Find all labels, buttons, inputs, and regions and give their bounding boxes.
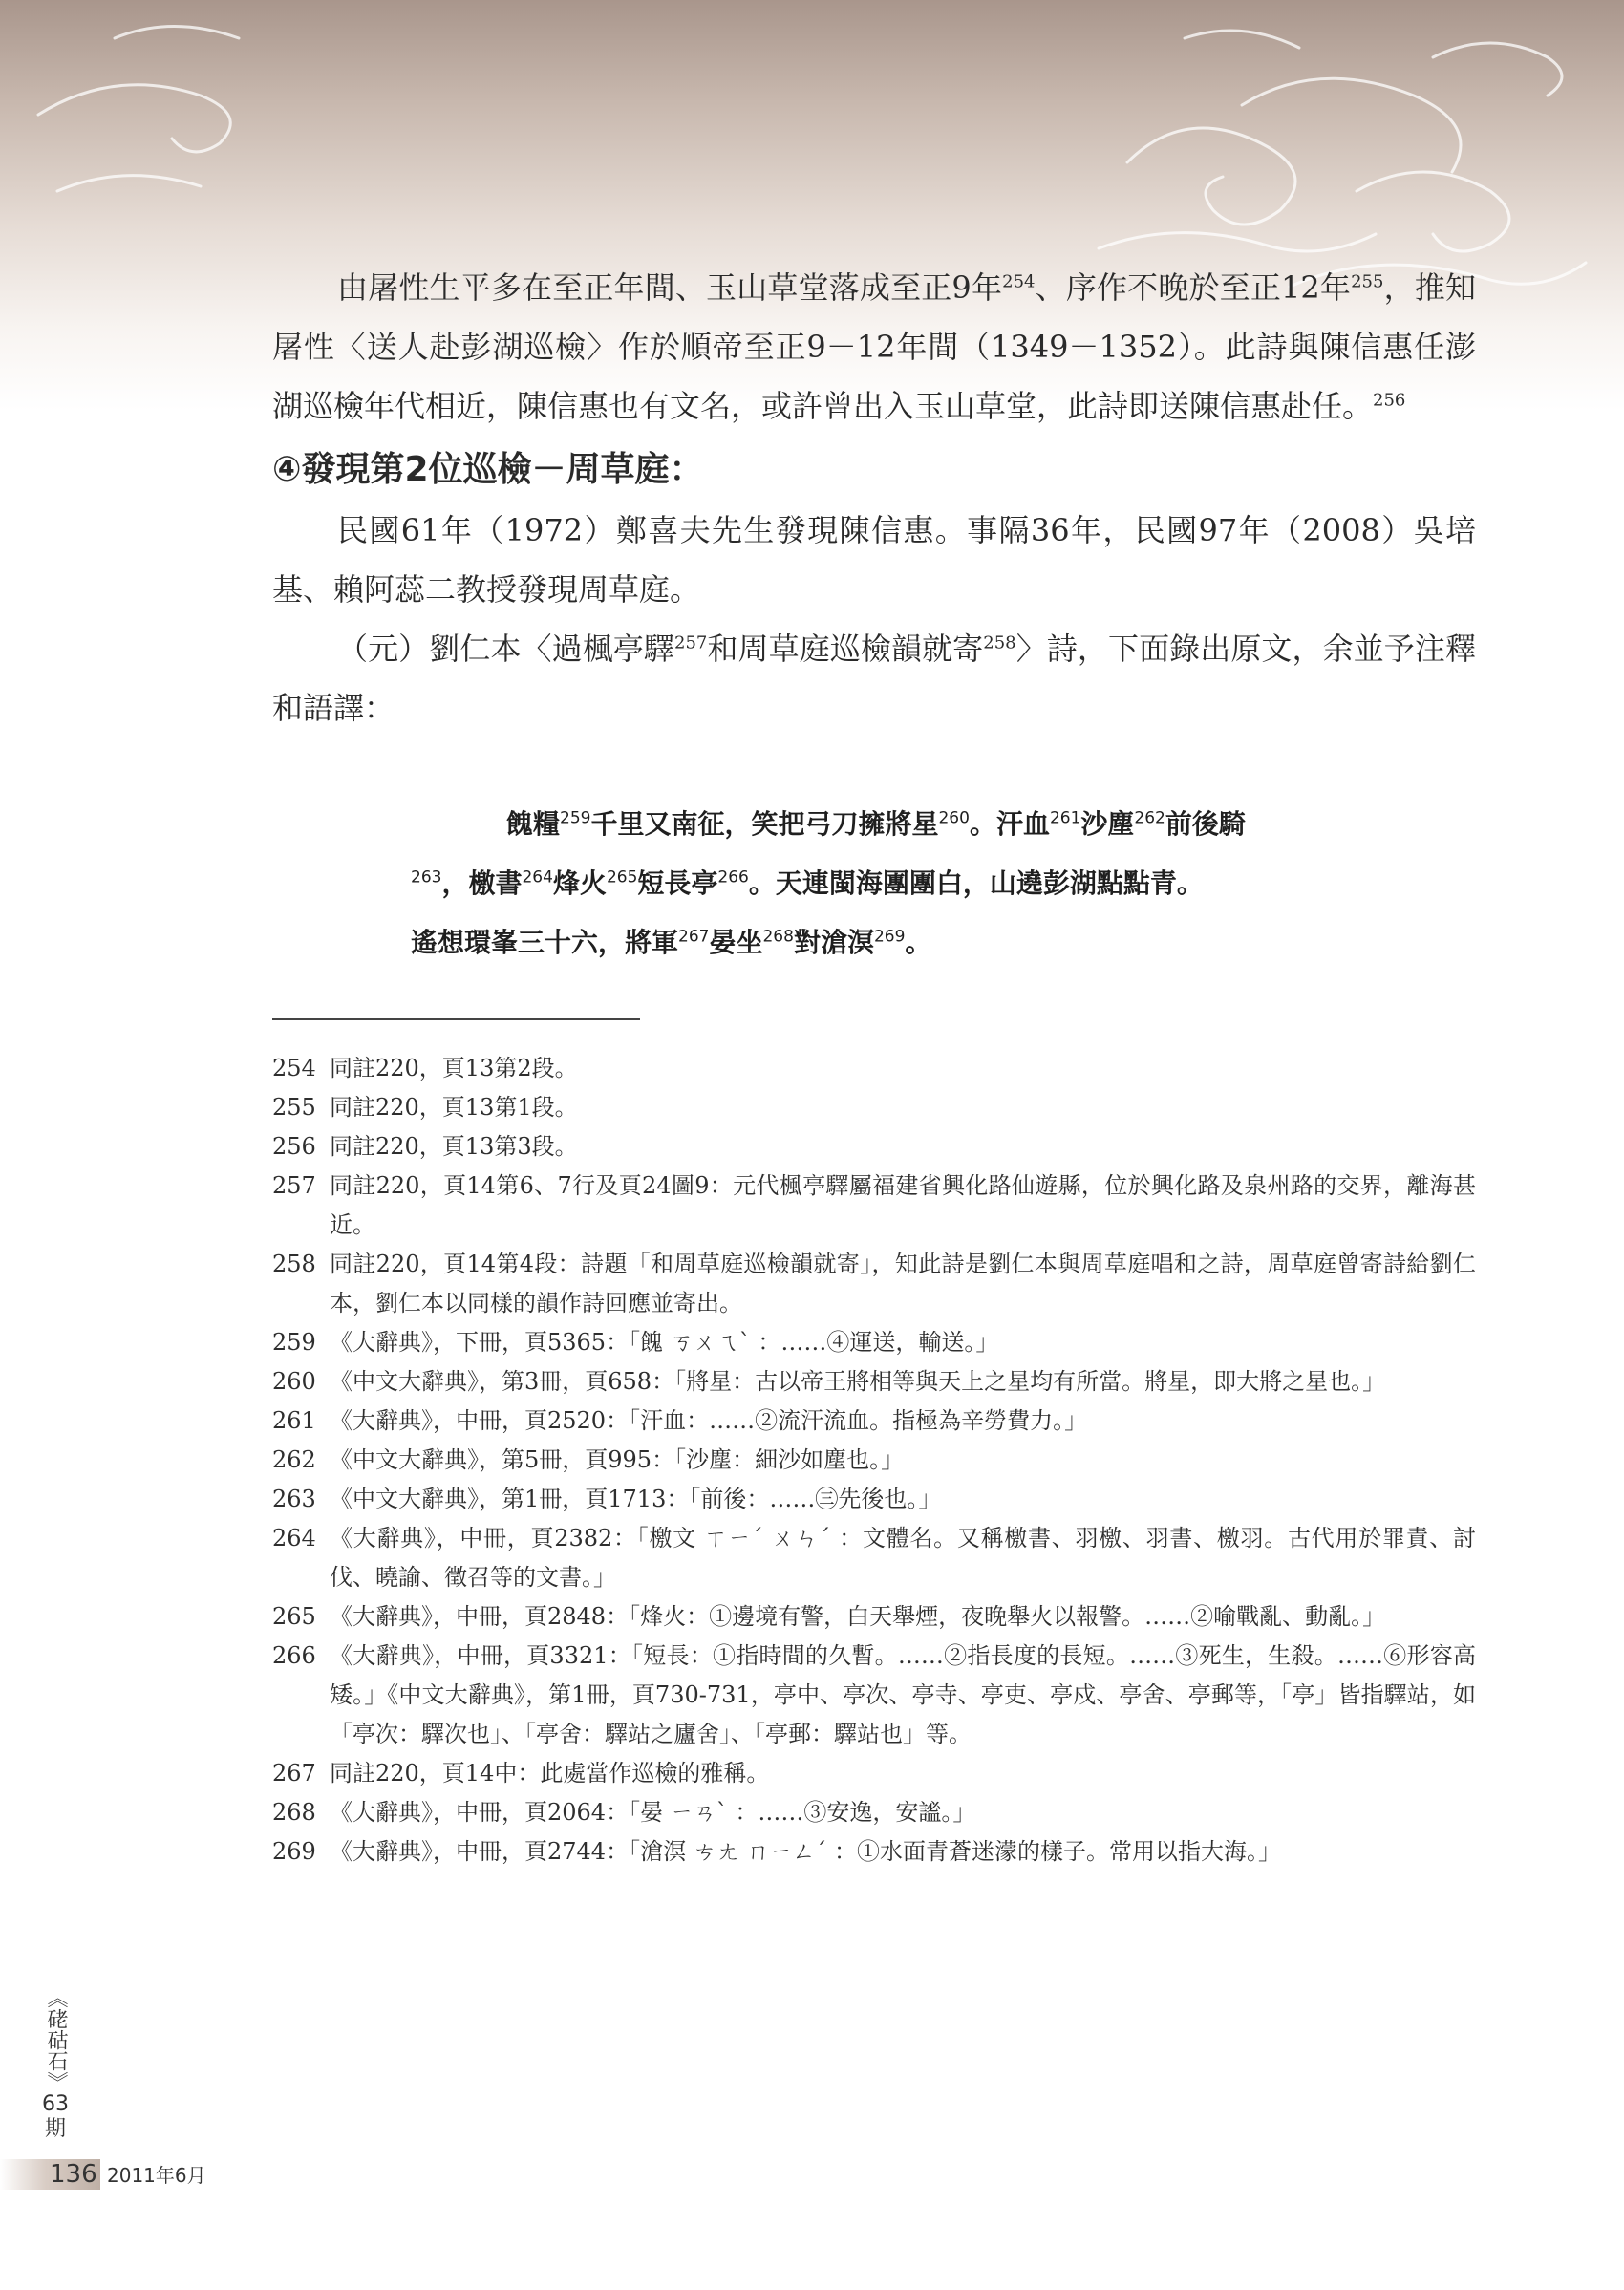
issue-number: 63 bbox=[42, 2092, 69, 2116]
footnote: 267 同註220，頁14中：此處當作巡檢的雅稱。 bbox=[272, 1760, 770, 1787]
footnotes bbox=[272, 1049, 1476, 1872]
footnote: 258 同註220，頁14第4段：詩題「和周草庭巡檢韻就寄」，知此詩是劉仁本與周草庭唱和之詩，周草庭曾寄詩給劉仁本，劉仁本以同樣的韻作詩回應並寄出。 bbox=[272, 1251, 1476, 1316]
footnote-divider bbox=[272, 1018, 640, 1020]
page-footer bbox=[0, 2159, 1624, 2190]
poem: 餽糧$^{259}$千里又南征，笑把弓刀擁將星$^{260}$。汗血$^{261}$沙塵$^{262}$前後騎 $^{263}$，檄書$^{264}$烽火$^{265}$短長亭$^{266}$。天連閩海團團白，山遶彭湖點點青。 遙想環峯三十六，將軍$^{267}$晏坐$^{268}$對滄溟$^{269}$。 bbox=[411, 808, 1246, 958]
footnote: 262 《中文大辭典》，第5冊，頁995：「沙塵：細沙如塵也。」 bbox=[272, 1446, 905, 1473]
footnote-ref-254: 254 bbox=[1002, 271, 1036, 292]
footnote-ref-255: 255 bbox=[1351, 271, 1384, 292]
footnote: 263 《中文大辭典》，第1冊，頁1713：「前後：……㊂先後也。」 bbox=[272, 1486, 942, 1512]
paragraph-1: 由屠性生平多在至正年間、玉山草堂落成至正9年$^{254}$、序作不晚於至正12年$^{255}$，推知屠性〈送人赴彭湖巡檢〉作於順帝至正9－12年間（1349－1352）。此詩與陳信惠任澎湖巡檢年代相近，陳信惠也有文名，或許曾出入玉山草堂，此詩即送陳信惠赴任。$^{256}$ bbox=[272, 269, 1476, 424]
section-heading: ④發現第2位巡檢－周草庭： bbox=[272, 450, 704, 489]
footnote-ref-256: 256 bbox=[1373, 390, 1406, 411]
footnote: 261 《大辭典》，中冊，頁2520：「汗血：……②流汗流血。指極為辛勞費力。」 bbox=[272, 1407, 1088, 1434]
footnote: 260 《中文大辭典》，第3冊，頁658：「將星：古以帝王將相等與天上之星均有所當。將星，即大將之星也。」 bbox=[272, 1368, 1386, 1395]
issue-label: 期 bbox=[44, 2117, 66, 2141]
page-number: 136 bbox=[50, 2160, 97, 2189]
footnote-ref-257: 257 bbox=[674, 632, 708, 653]
footnote: 266 《大辭典》，中冊，頁3321：「短長：①指時間的久暫。……②指長度的長短。……③死生，生殺。……⑥形容高矮。」《中文大辭典》，第1冊，頁730-731，亭中、亭次、亭寺、亭吏、亭戍、亭舍、亭郵等，「亭」皆指驛站，如「亭次：驛次也」、「亭舍：驛站之廬舍」、「亭郵：驛站也」等。 bbox=[272, 1642, 1476, 1747]
footnote: 254 同註220，頁13第2段。 bbox=[272, 1055, 578, 1081]
paragraph-2: 民國61年（1972）鄭喜夫先生發現陳信惠。事隔36年，民國97年（2008）吳培基、賴阿蕊二教授發現周草庭。 bbox=[272, 512, 1476, 608]
footnote: 256 同註220，頁13第3段。 bbox=[272, 1133, 578, 1160]
footnote: 265 《大辭典》，中冊，頁2848：「烽火：①邊境有警，白天舉煙，夜晚舉火以報警。……②喻戰亂、動亂。」 bbox=[272, 1603, 1386, 1630]
footnote-ref-258: 258 bbox=[983, 632, 1016, 653]
footnote: 259 《大辭典》，下冊，頁5365：「餽 ㄎㄨㄟˋ ：……④運送，輸送。」 bbox=[272, 1329, 999, 1356]
paragraph-3: （元）劉仁本〈過楓亭驛$^{257}$和周草庭巡檢韻就寄$^{258}$〉詩，下面錄出原文，余並予注釋和語譯： bbox=[272, 631, 1476, 726]
footnote: 269 《大辭典》，中冊，頁2744：「滄溟 ㄘㄤ ㄇㄧㄥˊ ：①水面青蒼迷濛的樣子。常用以指大海。」 bbox=[272, 1838, 1281, 1865]
journal-name: 《硓𥑮石》 bbox=[44, 1987, 68, 2092]
footnote: 257 同註220，頁14第6、7行及頁24圖9：元代楓亭驛屬福建省興化路仙遊縣，位於興化路及泉州路的交界，離海甚近。 bbox=[272, 1172, 1476, 1238]
footnote: 264 《大辭典》，中冊，頁2382：「檄文 ㄒㄧˊ ㄨㄣˊ ：文體名。又稱檄書、羽檄、羽書、檄羽。古代用於罪責、討伐、曉諭、徵召等的文書。」 bbox=[272, 1525, 1476, 1591]
main-content bbox=[272, 258, 1476, 1872]
issue-date: 2011年6月 bbox=[107, 2164, 206, 2187]
footnote: 268 《大辭典》，中冊，頁2064：「晏 ㄧㄢˋ ：……③安逸，安謐。」 bbox=[272, 1799, 976, 1826]
footnote: 255 同註220，頁13第1段。 bbox=[272, 1094, 578, 1121]
journal-sidebar bbox=[38, 1987, 73, 2142]
